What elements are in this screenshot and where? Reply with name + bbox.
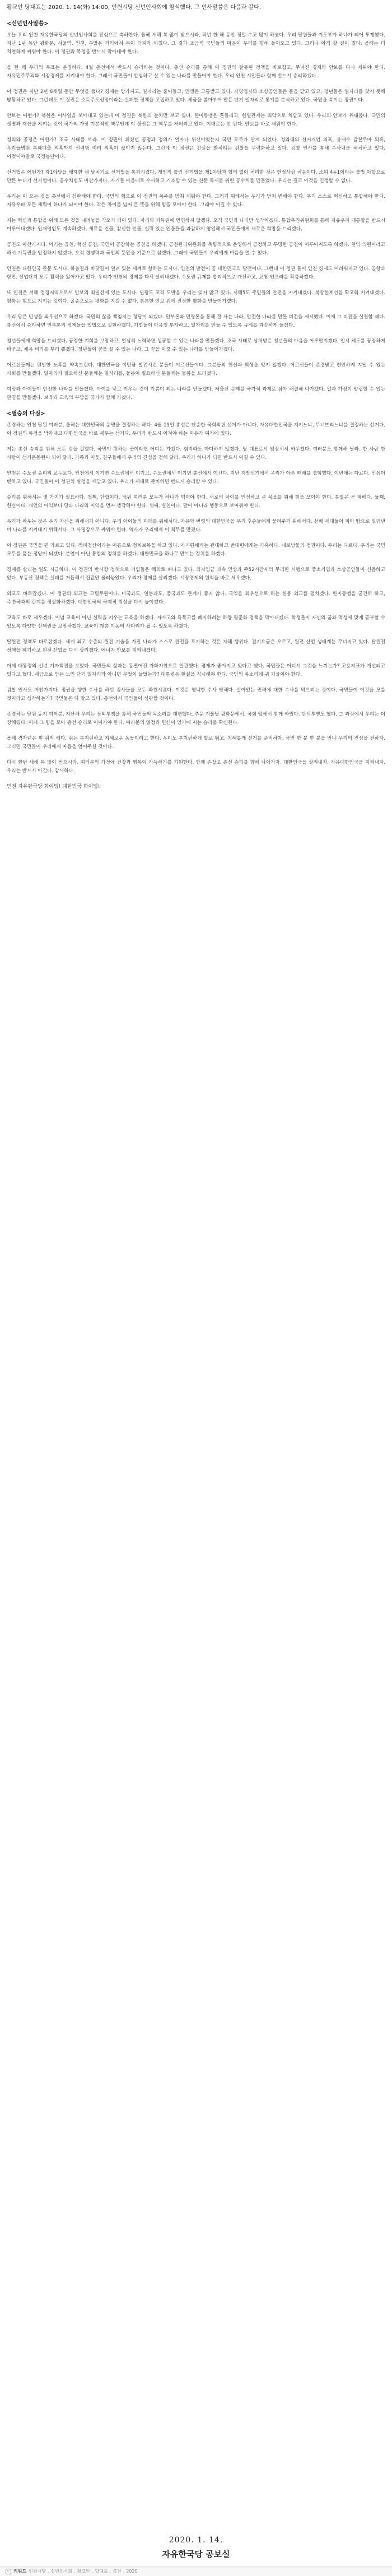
paragraph: 공천도 마찬가지다. 이기는 공천, 혁신 공천, 국민이 공감하는 공천을 하겠다. 공천관리위원회를 독립적으로 운영해서 공정하고 투명한 공천이 이루어지도록 하겠다. 현역 의원이라고 해서 기득권을 인정하지 않겠다. 오직 경쟁력과 국민의 뜻만을 기준으로 삼겠다. 그래야 국민들이 우리에게 마음을 열 수 있다. (7, 242, 385, 256)
keyword-separator: , (92, 2569, 94, 2574)
closing-cheer: 인천 자유한국당 화이팅! 대한민국 화이팅! (7, 784, 100, 790)
paragraph: 외교도 바로잡겠다. 이 정권의 외교는 고립무원이다. 미국과도, 일본과도, 중국과도 관계가 좋지 않다. 국익을 최우선으로 하는 실용 외교를 펼치겠다. 한미동맹을 굳건히 하고, 주변국과의 관계를 정상화하겠다. 대한민국의 국제적 위상을 다시 높이겠다. (7, 591, 385, 605)
paragraph: 청년들에게 희망을 드리겠다. 공정한 기회를 보장하고, 열심히 노력하면 성공할 수 있는 나라를 만들겠다. 조국 사태로 상처받은 청년들의 마음을 어루만지겠다. 입시 제도를 공정하게 바꾸고, 채용 비리를 뿌리 뽑겠다. 청년들이 꿈을 꿀 수 있는 나라, 그 꿈을 이룰 수 있는 나라를 만들어가겠다. (7, 338, 385, 352)
paragraph: 또 인천은 서해 접경지역으로서 안보의 최일선에 있는 도시다. 연평도 포격 도발을 우리는 잊지 않고 있다. 서해5도 주민들의 안전을 지켜내겠다. 북방한계선을 확고히 지켜내겠다. 평화는 힘으로 지키는 것이다. 굴종으로는 평화를 지킬 수 없다. 튼튼한 안보 위에 진정한 평화를 만들어가겠다. (7, 290, 385, 304)
keyword-link[interactable]: 황교안 (77, 2569, 91, 2574)
paragraph: 존경하는 당원 동지 여러분, 지난해 우리는 장외투쟁을 통해 국민들의 목소리를 대변했다. 추운 겨울날 광화문에서, 국회 앞에서 함께 싸웠다. 단식투쟁도 했다. 그 과정에서 우리는 더 강해졌다. 이제 그 힘을 모아 총선 승리로 이어가야 한다. 여러분의 열정과 헌신이 있기에 저는 승리를 확신한다. (7, 712, 385, 726)
keyword-link[interactable]: 총선 (113, 2569, 122, 2574)
section-body (7, 31, 385, 402)
keyword-separator: , (48, 2569, 49, 2574)
paragraph: 안보는 어떤가? 북한은 미사일을 쏘아대고 있는데 이 정권은 북한의 눈치만 보고 있다. 한미동맹은 흔들리고, 한일관계는 최악으로 치닫고 있다. 우리의 안보가 위태롭다. 국민의 생명과 재산을 지키는 것이 국가의 가장 기본적인 책무인데 이 정권은 그 책무를 저버리고 있다. 이대로는 안 된다. 안보를 바로 세워야 한다. (7, 113, 385, 127)
paragraph: 어르신들께는 편안한 노후를 약속드린다. 대한민국을 이만큼 발전시킨 분들이 어르신들이다. 그분들의 헌신과 희생을 잊지 않겠다. 어르신들이 존경받고 편안하게 지낼 수 있는 사회를 만들겠다. 일자리가 필요하신 분들께는 일자리를, 돌봄이 필요하신 분들께는 돌봄을 드리겠다. (7, 363, 385, 377)
release-date: 2020. 1. 14. (169, 2536, 223, 2545)
keyword-link[interactable]: 인천시당 (29, 2569, 46, 2574)
paragraph: 경제를 살리는 일도 시급하다. 이 정권의 반시장 정책으로 기업들은 해외로 떠나고 있다. 최저임금 과속 인상과 주52시간제의 무리한 시행으로 중소기업과 소상공인들이 신음하고 있다. 부동산 정책은 실패를 거듭해서 집값만 올려놓았다. 우리가 경제를 살리겠다. 시장경제의 원칙을 바로 세우겠다. (7, 567, 385, 581)
keyword-separator: , (123, 2569, 125, 2574)
section-body (7, 421, 385, 776)
paragraph: 인천은 수도권 승리의 교두보다. 인천에서 이기면 수도권에서 이기고, 수도권에서 이기면 총선에서 이긴다. 지난 지방선거에서 우리가 아픈 패배를 경험했다. 이번에는 다르다. 민심이 변하고 있다. 국민들이 이 정권의 실정을 깨닫고 있다. 우리가 제대로 준비하면 반드시 승리할 수 있다. (7, 471, 385, 485)
paragraph: 다시 한번 새해 복 많이 받으시라. 여러분의 가정에 건강과 행복이 가득하기를 기원한다. 함께 손잡고 총선 승리를 향해 나아가자. 대한민국을 살려내자. 자유대한민국을 지켜내자. 우리는 반드시 이긴다. 감사하다. (7, 760, 385, 774)
paragraph: 올해 경자년은 흰 쥐의 해다. 쥐는 부지런하고 지혜로운 동물이라고 한다. 우리도 부지런하게 발로 뛰고, 지혜롭게 선거를 준비하자. 국민 한 분 한 분을 만나 우리의 진심을 전하자. 그러면 국민들이 우리에게 마음을 열어주실 것이다. (7, 736, 385, 750)
keyword-link[interactable]: 당대표 (95, 2569, 108, 2574)
paragraph: 올 한 해 우리의 목표는 분명하다. 4월 총선에서 반드시 승리하는 것이다. 총선 승리를 통해 이 정권의 잘못된 정책을 바로잡고, 무너진 경제와 안보를 다시 세워야 한다. 자유민주주의와 시장경제를 지켜내야 한다. 그래서 국민들이 안심하고 살 수 있는 나라를 만들어야 한다. 우리 인천 시민들과 함께 반드시 승리하겠다. (7, 65, 385, 79)
keywords-label: 키워드 (13, 2569, 27, 2574)
keywords-list (29, 2568, 139, 2574)
keyword-link[interactable]: 2020 (126, 2569, 138, 2574)
paragraph: 탈원전 정책도 바로잡겠다. 세계 최고 수준의 원전 기술을 가진 나라가 스스로 원전을 포기하는 것은 자해 행위다. 전기요금은 오르고, 원전 산업 생태계는 무너지고 있다. 탈원전 정책을 폐기하고 원전 산업을 다시 살리겠다. 에너지 안보를 지켜내겠다. (7, 639, 385, 653)
issuing-organization: 자유한국당 공보실 (162, 2549, 230, 2559)
paragraph: 검찰 인사도 마찬가지다. 정권을 향한 수사를 하던 검사들을 모두 좌천시켰다. 이것은 명백한 수사 방해다. 살아있는 권력에 대한 수사를 막으려는 것이다. 국민들이 이것을 모를 것이라고 생각하는가? 국민들은 다 알고 있다. 총선에서 국민들이 심판할 것이다. (7, 688, 385, 702)
keywords-bar (0, 2566, 392, 2576)
paragraph: 어제 대통령의 신년 기자회견을 보았다. 국민들의 삶과는 동떨어진 자화자찬으로 일관했다. 경제가 좋아지고 있다고 했다. 국민들은 어디서 그것을 느끼는가? 고용지표가 개선되고 있다고 했다. 세금으로 만든 노인 단기 일자리가 아니면 무엇이 늘었는가? 대통령은 현실을 직시해야 한다. 국민의 목소리에 귀 기울여야 한다. (7, 663, 385, 677)
paragraph: 저는 혁신과 통합을 위해 모든 것을 내려놓을 각오가 되어 있다. 자리와 기득권에 연연하지 않겠다. 오직 국민과 나라만 생각하겠다. 통합추진위원회를 통해 자유우파 대통합을 반드시 이루어내겠다. 인재영입도 계속하겠다. 새로운 인물, 참신한 인물, 실력 있는 인물들을 과감하게 영입해서 국민들에게 새로운 희망을 드리겠다. (7, 218, 385, 232)
paragraph: 승리를 위해서는 몇 가지가 필요하다. 첫째, 단합이다. 당원 여러분 모두가 하나가 되어야 한다. 서로의 차이를 인정하고 큰 목표를 위해 힘을 모아야 한다. 분열은 곧 패배다. 둘째, 헌신이다. 개인의 이익보다 당과 나라의 이익을 먼저 생각해야 한다. 셋째, 실천이다. 말이 아니라 행동으로 보여줘야 한다. (7, 495, 385, 509)
keyword-separator: , (109, 2569, 111, 2574)
section-heading: <신년인사말씀> (7, 21, 49, 27)
paragraph: 선거법은 어떤가? 제1야당을 배제한 채 날치기로 선거법을 통과시켰다. 게임의 룰인 선거법을 제1야당과 합의 없이 처리한 것은 헌정사상 처음이다. 소위 4+1이라는 불법 야합으로 만든 누더기 선거법이다. 공수처법도 마찬가지다. 자기들 마음대로 수사하고 기소할 수 있는 친문 독재를 위한 공수처를 만들었다. 우리는 결코 이것을 인정할 수 없다. (7, 170, 385, 184)
paragraph: 이 정권은 지난 2년 8개월 동안 무엇을 했나? 경제는 망가지고, 일자리는 줄어들고, 민생은 고통받고 있다. 자영업자와 소상공인들은 문을 닫고 있고, 청년들은 일자리를 찾지 못해 방황하고 있다. 그런데도 이 정권은 소득주도성장이라는 실패한 정책을 고집하고 있다. 세금을 쏟아부어 만든 단기 일자리로 통계를 분식하고 있다. 국민을 속이는 정권이다. (7, 89, 385, 103)
paragraph: 우리는 이 모든 것을 총선에서 심판해야 한다. 국민의 힘으로 이 정권의 폭주를 멈춰 세워야 한다. 그러기 위해서는 우리가 먼저 변해야 한다. 우리 스스로 혁신하고 통합해야 한다. 자유우파 모든 세력이 하나가 되어야 한다. 작은 차이를 넘어 큰 뜻을 위해 힘을 모아야 한다. 그래야 이길 수 있다. (7, 194, 385, 208)
intro-text: 황교안 당대표는 2020. 1. 14(화) 14:00, 인천시당 신년인사회에 참석했다. 그 인사말씀은 다음과 같다. (7, 4, 261, 11)
paragraph: 존경하는 인천 당원 여러분, 올해는 대한민국의 운명을 결정하는 해다. 4월 15일 총선은 단순한 국회의원 선거가 아니다. 자유대한민국을 지키느냐, 무너뜨리느냐를 결정하는 선거다. 이 정권의 폭정을 막아내고 대한민국을 바로 세우는 선거다. 우리가 반드시 이겨야 하는 이유가 여기에 있다. (7, 423, 385, 437)
paragraph: 우리가 싸우는 것은 우리 자신을 위해서가 아니다. 우리 아이들의 미래를 위해서다. 자유와 번영의 대한민국을 우리 후손들에게 물려주기 위해서다. 선배 세대들이 피와 땀으로 일궈낸 이 나라를 지켜내기 위해서다. 그 사명감으로 싸워야 한다. 역사가 우리에게 이 책무를 맡겼다. (7, 519, 385, 533)
paragraph: 교육도 바로 세우겠다. 이념 교육이 아닌 실력을 키우는 교육을 하겠다. 자사고와 특목고를 폐지하려는 하향 평준화 정책을 막아내겠다. 학생들이 자신의 꿈과 적성에 맞게 공부할 수 있도록 다양한 선택권을 보장하겠다. 교육이 계층 이동의 사다리가 될 수 있도록 하겠다. (7, 615, 385, 629)
paragraph: 인천은 대한민국 관문 도시다. 하늘길과 바닷길이 열려 있는 세계로 향하는 도시다. 인천의 발전이 곧 대한민국의 발전이다. 그런데 이 정권 들어 인천 경제도 어려워지고 있다. 공항과 항만, 산업단지 모두 활력을 잃어가고 있다. 우리가 인천의 경제를 다시 살려내겠다. 수도권 규제를 합리적으로 개선하고, 교통 인프라를 확충하겠다. (7, 266, 385, 280)
paragraph: 오늘 우리 인천 자유한국당의 신년인사회를 진심으로 축하한다. 올해 새해 복 많이 받으시라. 작년 한 해 동안 정말 수고 많이 하셨다. 우리 당원들과 지도부가 하나가 되어 투쟁했다. 지난 1년 동안 광화문, 서울역, 인천, 수많은 거리에서 목이 터져라 외쳤다. 그 결과 조금씩 국민들의 마음이 우리를 향해 돌아오고 있다. 그러나 아직 갈 길이 멀다. 올해는 더 치열하게 싸워야 한다. 이 정권의 폭정을 반드시 막아내야 한다. (7, 33, 385, 55)
keyword-link[interactable]: 신년인사회 (50, 2569, 73, 2574)
paragraph: 저는 총선 승리를 위해 모든 것을 걸겠다. 국민이 원하는 곳이라면 어디든 가겠다. 험지라도 마다하지 않겠다. 당 대표로서 앞장서서 싸우겠다. 여러분도 함께해 달라. 한 사람 한 사람이 선거운동원이 되어 달라. 가족과 이웃, 친구들에게 우리의 진심을 전해 달라. 우리가 하나가 되면 반드시 이길 수 있다. (7, 447, 385, 461)
keyword-separator: , (74, 2569, 76, 2574)
paragraph: 정의와 공정은 어떤가? 조국 사태를 보라. 이 정권이 외쳤던 공정과 정의가 얼마나 위선이었는지 국민 모두가 알게 되었다. 청와대의 선거개입 의혹, 유재수 감찰무마 의혹, 우리들병원 특혜대출 의혹까지 권력형 비리 의혹이 끊이지 않는다. 그런데 이 정권은 진실을 밝히려는 검찰을 무력화하고 있다. 검찰 인사를 통해 수사팀을 해체하고 있다. 이것이야말로 국정농단이다. (7, 137, 385, 160)
section-resolution (7, 410, 385, 776)
paragraph: 우리 당은 민생을 최우선으로 하겠다. 국민의 삶을 책임지는 정당이 되겠다. 민부론과 민평론을 통해 잘 사는 나라, 안전한 나라를 만들 비전을 제시했다. 이제 그 비전을 실천할 때다. 총선에서 승리하면 민부론의 정책들을 입법으로 실현하겠다. 기업들이 마음껏 투자하고, 일자리를 만들 수 있도록 규제를 과감하게 풀겠다. (7, 314, 385, 328)
tag-icon (6, 2569, 11, 2574)
paragraph: 여성과 아이들이 안전한 나라를 만들겠다. 아이를 낳고 키우는 것이 기쁨이 되는 나라를 만들겠다. 저출산 문제를 국가적 과제로 삼아 해결해 나가겠다. 일과 가정이 양립할 수 있는 환경을 만들겠다. 보육과 교육의 부담을 국가가 함께 지겠다. (7, 387, 385, 401)
section-heading: <필승의 다짐> (7, 411, 45, 417)
section-greeting (7, 20, 385, 402)
paragraph: 이 정권은 국민을 편 가르고 있다. 적폐청산이라는 이름으로 정치보복을 하고 있다. 자기편에게는 관대하고 반대편에게는 가혹하다. 내로남불의 정권이다. 우리는 다르다. 우리는 국민 모두를 품는 정당이 되겠다. 분열이 아닌 통합의 정치를 하겠다. 대한민국을 하나로 만드는 정치를 하겠다. (7, 543, 385, 557)
